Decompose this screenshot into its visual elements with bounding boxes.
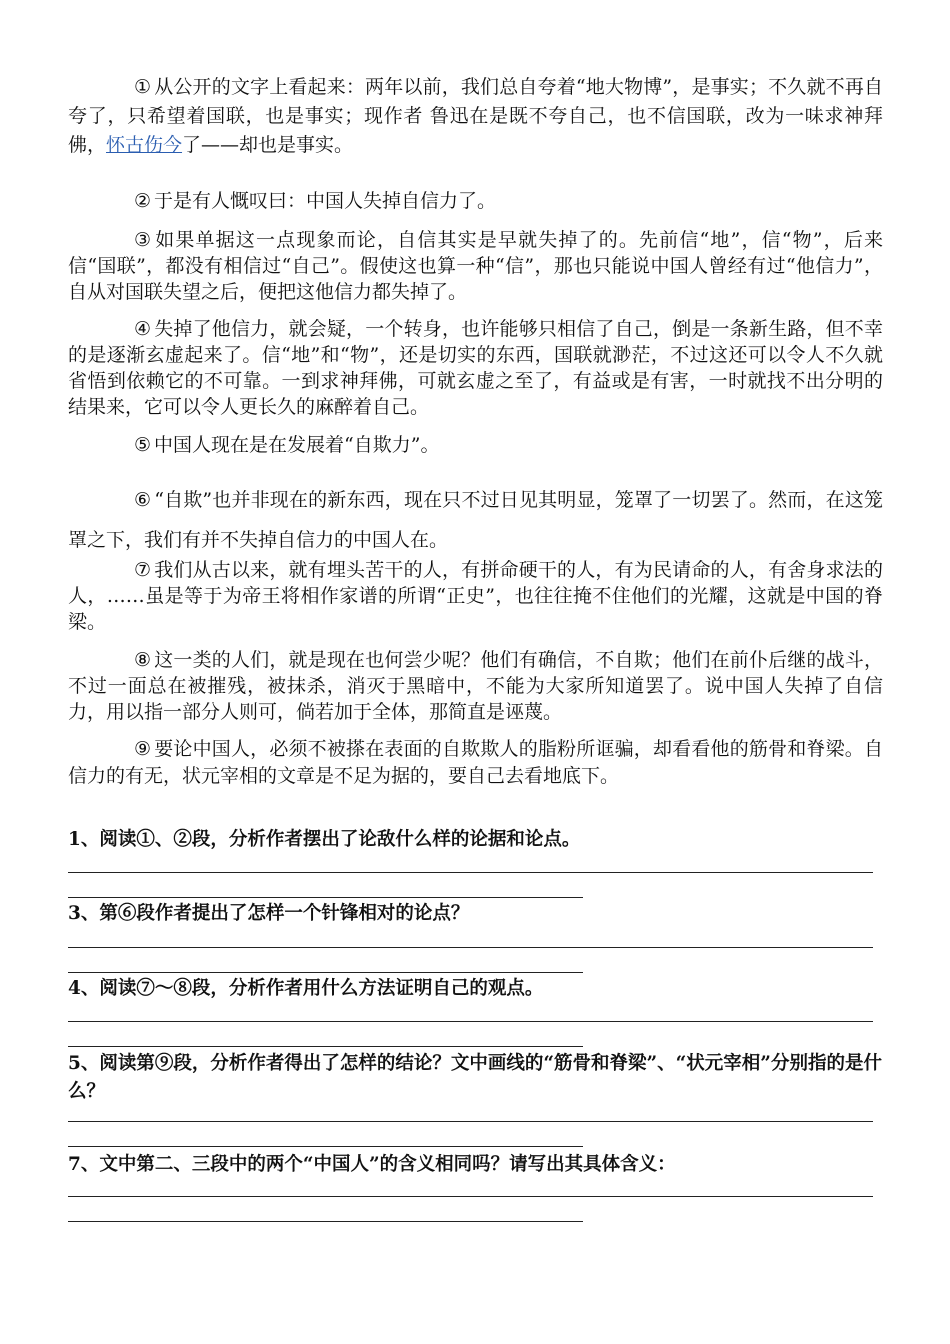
paragraph-text: 我们从古以来，就有埋头苦干的人，有拼命硬干的人，有为民请命的人，有舍身求法的人，……虽是等于为帝王将相作家谱的所谓“正史”，也往往掩不住他们的光耀，这就是中国的脊梁。 xyxy=(68,559,883,633)
paragraph-text: 从公开的文字上看起来：两年以前，我们总自夸着“地大物博”，是事实；不久就不再自夸了，只希望着国联，也是事实；现作者 鲁迅在是既不夸自己，也不信国联，改为一味求神拜佛， xyxy=(68,76,883,156)
paragraph-3 xyxy=(68,227,883,305)
answer-line[interactable] xyxy=(68,872,873,873)
paragraph-number: ① xyxy=(134,76,152,98)
paragraph-8 xyxy=(68,647,883,725)
paragraph-number: ⑦ xyxy=(134,559,152,581)
paragraph-text-end: 了——却也是事实。 xyxy=(182,134,354,156)
question-5: 5、阅读第⑨段，分析作者得出了怎样的结论？文中画线的“筋骨和脊梁”、“状元宰相”分别指的是什么？ xyxy=(68,1053,882,1102)
paragraph-text: 要论中国人，必须不被搽在表面的自欺欺人的脂粉所诓骗，却看看他的筋骨和脊梁。自信力的有无，状元宰相的文章是不足为据的，要自己去看地底下。 xyxy=(68,738,883,787)
paragraph-number: ⑤ xyxy=(134,434,152,456)
paragraph-4 xyxy=(68,316,883,420)
paragraph-text: 于是有人慨叹曰：中国人失掉自信力了。 xyxy=(154,190,497,212)
answer-line[interactable] xyxy=(68,1046,583,1047)
paragraph-text: 这一类的人们，就是现在也何尝少呢？他们有确信，不自欺；他们在前仆后继的战斗，不过一面总在被摧残，被抹杀，消灭于黑暗中，不能为大家所知道罢了。说中国人失掉了自信力，用以指一部分人则可，倘若加于全体，那简直是诬蔑。 xyxy=(68,649,883,723)
paragraph-text: 如果单据这一点现象而论，自信其实是早就失掉了的。先前信“地”，信“物”，后来信“国联”，都没有相信过“自己”。假使这也算一种“信”，那也只能说中国人曾经有过“他信力”，自从对国联失望之后，便把这他信力都失掉了。 xyxy=(68,229,883,303)
answer-line[interactable] xyxy=(68,1196,873,1197)
question-7: 7、文中第二、三段中的两个“中国人”的含义相同吗？请写出其具体含义： xyxy=(68,1154,676,1175)
paragraph-number: ④ xyxy=(134,318,152,340)
paragraph-text: 失掉了他信力，就会疑，一个转身，也许能够只相信了自己，倒是一条新生路，但不幸的是逐渐玄虚起来了。信“地”和“物”，还是切实的东西，国联就渺茫，不过这还可以令人不久就省悟到依赖它的不可靠。一到求神拜佛，可就玄虚之至了，有益或是有害，一时就找不出分明的结果来，它可以令人更长久的麻醉着自己。 xyxy=(68,318,883,418)
paragraph-number: ⑧ xyxy=(134,649,152,671)
question-1: 1、阅读①、②段，分析作者摆出了论敌什么样的论据和论点。 xyxy=(68,829,581,850)
paragraph-1 xyxy=(68,73,883,160)
answer-line[interactable] xyxy=(68,947,873,948)
paragraph-5 xyxy=(68,431,883,460)
paragraph-6 xyxy=(68,480,883,560)
paragraph-2 xyxy=(68,187,883,216)
answer-line[interactable] xyxy=(68,897,583,898)
answer-line[interactable] xyxy=(68,1121,873,1122)
paragraph-number: ⑨ xyxy=(134,738,152,760)
question-3: 3、第⑥段作者提出了怎样一个针锋相对的论点？ xyxy=(68,903,470,924)
answer-line[interactable] xyxy=(68,1146,583,1147)
paragraph-number: ⑥ xyxy=(134,489,152,511)
paragraph-7 xyxy=(68,557,883,635)
answer-line[interactable] xyxy=(68,1021,873,1022)
question-4: 4、阅读⑦～⑧段，分析作者用什么方法证明自己的观点。 xyxy=(68,978,544,999)
link-huaigu-shangjin[interactable]: 怀古伤今 xyxy=(106,134,183,156)
answer-line[interactable] xyxy=(68,1221,583,1222)
answer-line[interactable] xyxy=(68,972,583,973)
paragraph-text: 中国人现在是在发展着“自欺力”。 xyxy=(154,434,440,456)
paragraph-number: ③ xyxy=(134,229,153,251)
paragraph-9 xyxy=(68,736,883,790)
paragraph-number: ② xyxy=(134,190,152,212)
paragraph-text: “自欺”也并非现在的新东西，现在只不过日见其明显，笼罩了一切罢了。然而，在这笼罩之下，我们有并不失掉自信力的中国人在。 xyxy=(68,489,883,551)
